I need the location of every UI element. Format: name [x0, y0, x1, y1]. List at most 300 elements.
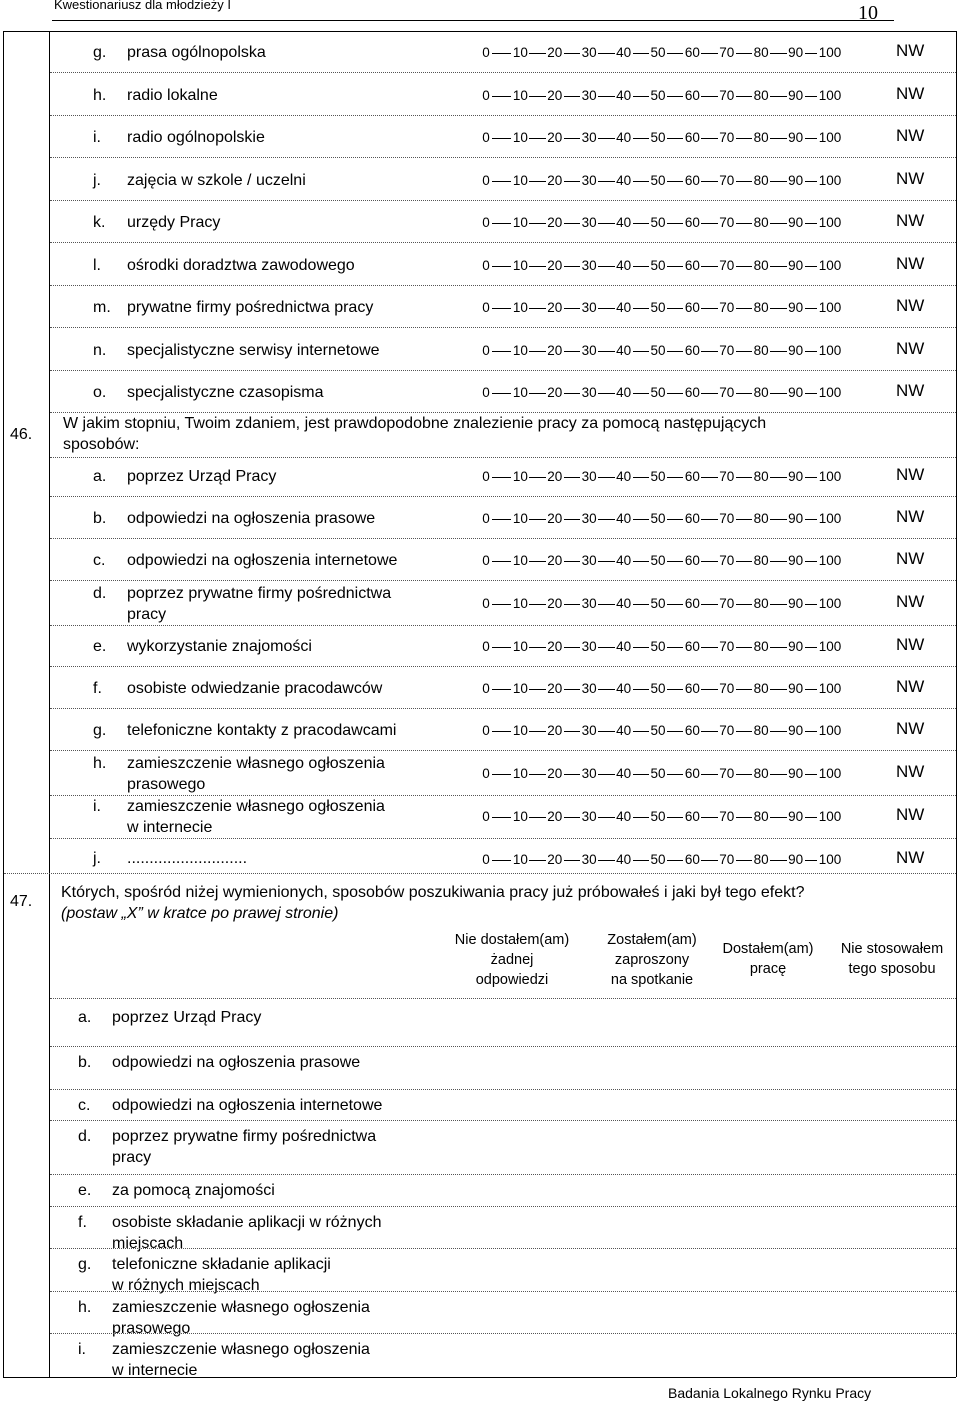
q45-item-scale-value[interactable]: 0: [482, 385, 490, 400]
q47-column-header: zaproszony: [614, 952, 690, 968]
q45-item-scale-connector: [598, 96, 614, 97]
q45-item-scale-value[interactable]: 90: [788, 173, 804, 188]
q46-item-scale-connector: [805, 604, 817, 605]
q46-item-scale-value[interactable]: 10: [512, 766, 528, 781]
q45-item-nw-option[interactable]: NW: [896, 254, 925, 273]
q46-item-scale-value[interactable]: 30: [581, 553, 597, 568]
q46-item-scale-value[interactable]: 20: [547, 723, 563, 738]
q46-item-scale-value[interactable]: 70: [719, 723, 735, 738]
q46-item-scale-value[interactable]: 40: [616, 766, 632, 781]
q45-item-nw-option[interactable]: NW: [896, 169, 925, 188]
q46-item-label: odpowiedzi na ogłoszenia prasowe: [127, 510, 376, 527]
q45-item-nw-option[interactable]: NW: [896, 381, 925, 400]
q46-item-scale-value[interactable]: 90: [788, 723, 804, 738]
q46-item-scale-value[interactable]: 40: [616, 596, 632, 611]
q45-item-scale-value[interactable]: 90: [788, 300, 804, 315]
q46-item-scale-value[interactable]: 40: [616, 852, 632, 867]
q45-item-scale-value[interactable]: 60: [684, 130, 700, 145]
q45-item-scale-value[interactable]: 100: [818, 300, 842, 315]
q46-item-scale-value[interactable]: 80: [753, 681, 769, 696]
q45-item-scale-value[interactable]: 40: [616, 300, 632, 315]
q46-item-scale-value[interactable]: 40: [616, 681, 632, 696]
q45-item-scale-value[interactable]: 100: [818, 258, 842, 273]
q45-item-scale-value[interactable]: 30: [581, 130, 597, 145]
q45-item-scale-value[interactable]: 10: [512, 130, 528, 145]
q46-item-scale-value[interactable]: 70: [719, 766, 735, 781]
q45-item-scale: [482, 128, 842, 148]
q45-item-scale-value[interactable]: 0: [482, 45, 490, 60]
q46-item-scale-value[interactable]: 10: [512, 469, 528, 484]
q46-item-scale-connector: [667, 689, 683, 690]
q45-item-scale-value[interactable]: 40: [616, 343, 632, 358]
q45-item-scale-value[interactable]: 20: [547, 215, 563, 230]
q46-item-scale-value[interactable]: 80: [753, 723, 769, 738]
q46-item-scale-value[interactable]: 30: [581, 681, 597, 696]
q46-item-scale-connector: [770, 477, 786, 478]
q45-item-letter: g.: [93, 44, 107, 61]
q45-item-scale-value[interactable]: 100: [818, 45, 842, 60]
q46-item-scale-value[interactable]: 0: [482, 681, 490, 696]
q46-item-scale-value[interactable]: 60: [684, 809, 700, 824]
q45-item-scale-value[interactable]: 60: [684, 215, 700, 230]
q45-item-scale-value[interactable]: 50: [650, 88, 666, 103]
q46-item-scale-value[interactable]: 30: [581, 809, 597, 824]
q46-item-scale-value[interactable]: 30: [581, 596, 597, 611]
q45-item-scale-connector: [564, 308, 580, 309]
q46-item-scale-connector: [701, 604, 717, 605]
q46-item-scale-value[interactable]: 80: [753, 766, 769, 781]
q46-item-scale-value[interactable]: 30: [581, 469, 597, 484]
q46-item-scale-value[interactable]: 70: [719, 553, 735, 568]
q46-item-nw-option[interactable]: NW: [896, 465, 925, 484]
q45-item-scale-value[interactable]: 80: [753, 45, 769, 60]
q45-item-scale-connector: [667, 138, 683, 139]
q45-item-scale-value[interactable]: 30: [581, 88, 597, 103]
q47-item-letter: d.: [78, 1128, 92, 1145]
q46-number: 46.: [10, 426, 33, 443]
q46-item-scale-value[interactable]: 70: [719, 681, 735, 696]
q46-item-scale-value[interactable]: 70: [719, 809, 735, 824]
q45-item-scale-value[interactable]: 100: [818, 343, 842, 358]
q46-item-scale-connector: [805, 817, 817, 818]
q45-item-scale-value[interactable]: 80: [753, 215, 769, 230]
q45-item-scale-value[interactable]: 90: [788, 385, 804, 400]
q45-item-letter: h.: [93, 87, 107, 104]
q45-item-scale-value[interactable]: 70: [719, 385, 735, 400]
q46-item-scale-value[interactable]: 100: [818, 639, 842, 654]
q45-item-scale-connector: [529, 138, 545, 139]
q45-item-scale-value[interactable]: 0: [482, 300, 490, 315]
q46-item-scale-connector: [492, 561, 511, 562]
q46-item-scale-value[interactable]: 70: [719, 596, 735, 611]
q46-item-scale-value[interactable]: 60: [684, 639, 700, 654]
q46-item-nw-option[interactable]: NW: [896, 507, 925, 526]
q45-item-scale-connector: [598, 138, 614, 139]
q45-item-scale-value[interactable]: 40: [616, 258, 632, 273]
q46-item-scale-value[interactable]: 90: [788, 852, 804, 867]
q46-item-scale-value[interactable]: 90: [788, 469, 804, 484]
q46-item-scale-value[interactable]: 90: [788, 596, 804, 611]
q46-item-scale-value[interactable]: 10: [512, 596, 528, 611]
q45-item-scale-value[interactable]: 0: [482, 343, 490, 358]
q45-item-scale-value[interactable]: 80: [753, 300, 769, 315]
q46-item-scale-value[interactable]: 60: [684, 766, 700, 781]
q46-item-scale-connector: [633, 647, 649, 648]
q45-item-scale-value[interactable]: 10: [512, 45, 528, 60]
q46-item-scale-value[interactable]: 100: [818, 723, 842, 738]
q45-row-divider: [50, 370, 956, 371]
q45-item-label: prywatne firmy pośrednictwa pracy: [127, 299, 374, 316]
q47-header-divider: [50, 998, 956, 999]
q46-question-line1: W jakim stopniu, Twoim zdaniem, jest prawdopodobne znalezienie pracy za pomocą następujących: [63, 415, 767, 432]
q45-item-scale-value[interactable]: 0: [482, 258, 490, 273]
q45-item-scale-value[interactable]: 30: [581, 45, 597, 60]
q45-item-scale-value[interactable]: 90: [788, 258, 804, 273]
q45-item-scale-connector: [564, 138, 580, 139]
q46-item-scale-value[interactable]: 60: [684, 852, 700, 867]
q45-item-scale-connector: [529, 393, 545, 394]
q46-item-nw-option[interactable]: NW: [896, 762, 925, 781]
q45-item-scale-value[interactable]: 40: [616, 215, 632, 230]
q46-item-scale-value[interactable]: 40: [616, 511, 632, 526]
q46-item-scale-value[interactable]: 0: [482, 469, 490, 484]
q45-item-scale-value[interactable]: 30: [581, 343, 597, 358]
q46-item-scale-value[interactable]: 80: [753, 469, 769, 484]
q46-item-scale-connector: [701, 817, 717, 818]
q46-item-scale-value[interactable]: 20: [547, 852, 563, 867]
q45-item-scale-value[interactable]: 100: [818, 215, 842, 230]
q45-item-scale-connector: [492, 53, 511, 54]
q46-item-scale-value[interactable]: 90: [788, 553, 804, 568]
q46-item-scale-value[interactable]: 90: [788, 639, 804, 654]
q45-item-scale-connector: [633, 223, 649, 224]
q46-item-scale-value[interactable]: 10: [512, 809, 528, 824]
q46-item-nw-option[interactable]: NW: [896, 635, 925, 654]
q46-item-scale-value[interactable]: 100: [818, 852, 842, 867]
q46-item-scale-value[interactable]: 50: [650, 766, 666, 781]
q46-item-scale-value[interactable]: 30: [581, 511, 597, 526]
q45-item-scale-connector: [770, 223, 786, 224]
q46-item-scale-value[interactable]: 20: [547, 809, 563, 824]
q47-item-label: osobiste składanie aplikacji w różnych: [112, 1214, 382, 1231]
q46-item-nw-option[interactable]: NW: [896, 549, 925, 568]
q47-column-header: pracę: [749, 961, 787, 977]
q46-item-scale-value[interactable]: 40: [616, 469, 632, 484]
q46-item-scale-value[interactable]: 60: [684, 596, 700, 611]
q46-item-scale-value[interactable]: 80: [753, 852, 769, 867]
q46-item-label: zamieszczenie własnego ogłoszenia: [127, 755, 385, 772]
q46-item-scale-value[interactable]: 80: [753, 809, 769, 824]
q46-item-scale-value[interactable]: 50: [650, 681, 666, 696]
q45-item-scale-value[interactable]: 20: [547, 88, 563, 103]
q45-item-scale-value[interactable]: 40: [616, 45, 632, 60]
document-title: Kwestionariusz dla młodzieży I: [54, 0, 232, 12]
q46-item-scale-value[interactable]: 0: [482, 852, 490, 867]
q45-item-scale-value[interactable]: 60: [684, 258, 700, 273]
q45-item-scale-connector: [492, 138, 511, 139]
q45-item-scale-value[interactable]: 10: [512, 343, 528, 358]
q46-item-nw-option[interactable]: NW: [896, 848, 925, 867]
q45-item-scale-value[interactable]: 50: [650, 300, 666, 315]
q46-item-nw-option[interactable]: NW: [896, 719, 925, 738]
q45-item-scale-value[interactable]: 10: [512, 88, 528, 103]
q45-item-label: zajęcia w szkole / uczelni: [127, 172, 306, 189]
q47-section-divider: [4, 873, 956, 874]
q46-item-scale-connector: [667, 860, 683, 861]
q45-item-scale-value[interactable]: 50: [650, 385, 666, 400]
q45-item-scale-connector: [598, 223, 614, 224]
q46-item-scale-value[interactable]: 70: [719, 469, 735, 484]
q45-item-scale-value[interactable]: 10: [512, 385, 528, 400]
q45-item-scale-value[interactable]: 10: [512, 173, 528, 188]
q45-item-scale-value[interactable]: 60: [684, 88, 700, 103]
q45-item-scale-value[interactable]: 30: [581, 385, 597, 400]
q45-item-scale-value[interactable]: 60: [684, 300, 700, 315]
q46-item-scale-value[interactable]: 40: [616, 553, 632, 568]
q47-item-letter: b.: [78, 1054, 92, 1071]
q45-item-scale-value[interactable]: 30: [581, 215, 597, 230]
q46-item-scale-value[interactable]: 20: [547, 553, 563, 568]
q46-item-scale-value[interactable]: 70: [719, 852, 735, 867]
q46-item-scale-value[interactable]: 0: [482, 766, 490, 781]
q45-item-nw-option[interactable]: NW: [896, 211, 925, 230]
q45-item-scale-value[interactable]: 90: [788, 130, 804, 145]
q46-item-nw-option[interactable]: NW: [896, 677, 925, 696]
q45-item-scale-connector: [736, 351, 752, 352]
q46-item-scale-value[interactable]: 50: [650, 723, 666, 738]
q45-item-scale-value[interactable]: 70: [719, 88, 735, 103]
q46-item-scale-value[interactable]: 40: [616, 639, 632, 654]
q45-item-scale-value[interactable]: 20: [547, 300, 563, 315]
q46-item-scale-value[interactable]: 80: [753, 596, 769, 611]
q45-item-scale-value[interactable]: 60: [684, 45, 700, 60]
q46-item-scale-connector: [805, 731, 817, 732]
q45-item-scale-value[interactable]: 10: [512, 258, 528, 273]
q46-item-scale-value[interactable]: 0: [482, 723, 490, 738]
q46-item-scale-value[interactable]: 0: [482, 553, 490, 568]
q45-item-scale-value[interactable]: 20: [547, 343, 563, 358]
q45-item-scale-value[interactable]: 80: [753, 88, 769, 103]
q46-item-scale-value[interactable]: 70: [719, 639, 735, 654]
q46-item-scale-value[interactable]: 20: [547, 596, 563, 611]
q45-item-scale-value[interactable]: 90: [788, 343, 804, 358]
q46-item-scale-value[interactable]: 10: [512, 553, 528, 568]
q45-item-nw-option[interactable]: NW: [896, 126, 925, 145]
q46-item-scale-value[interactable]: 40: [616, 723, 632, 738]
q46-item-scale-value[interactable]: 30: [581, 852, 597, 867]
q46-item-scale-value[interactable]: 10: [512, 639, 528, 654]
q45-item-scale-value[interactable]: 90: [788, 45, 804, 60]
q46-item-scale-value[interactable]: 0: [482, 639, 490, 654]
q45-item-scale-value[interactable]: 70: [719, 45, 735, 60]
q45-item-scale-value[interactable]: 80: [753, 258, 769, 273]
q46-item-scale-value[interactable]: 50: [650, 596, 666, 611]
q46-item-scale-value[interactable]: 80: [753, 511, 769, 526]
q45-item-scale-value[interactable]: 100: [818, 130, 842, 145]
q45-item-scale-value[interactable]: 70: [719, 215, 735, 230]
q46-row-divider: [50, 580, 956, 581]
q45-item-scale-value[interactable]: 0: [482, 215, 490, 230]
q46-item-scale-value[interactable]: 10: [512, 511, 528, 526]
q45-item-scale-value[interactable]: 10: [512, 215, 528, 230]
q45-item-scale-connector: [492, 351, 511, 352]
q46-item-scale-value[interactable]: 20: [547, 766, 563, 781]
q45-item-scale-connector: [770, 138, 786, 139]
q46-item-scale-value[interactable]: 20: [547, 469, 563, 484]
q46-item-scale-value[interactable]: 100: [818, 766, 842, 781]
q46-item-scale-value[interactable]: 70: [719, 511, 735, 526]
q45-item-scale-value[interactable]: 20: [547, 258, 563, 273]
q45-item-scale-value[interactable]: 90: [788, 215, 804, 230]
q45-item-scale-connector: [633, 181, 649, 182]
q45-item-scale-value[interactable]: 30: [581, 258, 597, 273]
q46-item-scale-value[interactable]: 90: [788, 511, 804, 526]
q45-item-scale-value[interactable]: 60: [684, 385, 700, 400]
q46-item-scale-value[interactable]: 100: [818, 681, 842, 696]
q46-item-scale-value[interactable]: 50: [650, 553, 666, 568]
q46-item-scale-value[interactable]: 80: [753, 553, 769, 568]
q45-item-scale-connector: [736, 181, 752, 182]
q46-item-scale-value[interactable]: 80: [753, 639, 769, 654]
q45-item-scale-connector: [701, 138, 717, 139]
table-border-right: [956, 31, 957, 1377]
q45-item-scale-value[interactable]: 90: [788, 88, 804, 103]
q46-item-scale-value[interactable]: 30: [581, 723, 597, 738]
q46-item-scale-value[interactable]: 30: [581, 639, 597, 654]
q45-item-scale-value[interactable]: 80: [753, 173, 769, 188]
q45-item-scale-value[interactable]: 100: [818, 173, 842, 188]
q46-item-scale-connector: [529, 689, 545, 690]
q46-item-scale-value[interactable]: 20: [547, 681, 563, 696]
q45-item-scale-value[interactable]: 60: [684, 173, 700, 188]
q46-item-scale-value[interactable]: 10: [512, 681, 528, 696]
q45-item-scale-value[interactable]: 70: [719, 343, 735, 358]
q45-item-scale-value[interactable]: 40: [616, 130, 632, 145]
q45-item-scale-value[interactable]: 50: [650, 173, 666, 188]
q46-item-scale-value[interactable]: 90: [788, 809, 804, 824]
q46-item-scale-value[interactable]: 90: [788, 681, 804, 696]
q46-item-scale-value[interactable]: 100: [818, 809, 842, 824]
q45-item-letter: j.: [93, 172, 101, 189]
q46-item-scale-value[interactable]: 50: [650, 511, 666, 526]
q47-row-divider: [50, 1046, 956, 1047]
q45-item-scale-connector: [805, 181, 817, 182]
q45-item-scale-value[interactable]: 50: [650, 215, 666, 230]
q45-item-letter: n.: [93, 342, 107, 359]
q45-item-scale-value[interactable]: 30: [581, 300, 597, 315]
q45-item-scale-value[interactable]: 10: [512, 300, 528, 315]
q46-item-scale-value[interactable]: 60: [684, 469, 700, 484]
q47-number: 47.: [10, 893, 33, 910]
q45-item-scale: [482, 43, 842, 63]
q45-item-scale-connector: [667, 351, 683, 352]
q45-item-scale-connector: [564, 96, 580, 97]
q45-item-scale-connector: [805, 266, 817, 267]
q45-item-scale-value[interactable]: 0: [482, 88, 490, 103]
q46-item-scale-connector: [667, 477, 683, 478]
q46-item-scale-connector: [598, 689, 614, 690]
q45-item-scale-value[interactable]: 50: [650, 45, 666, 60]
q46-item-scale-value[interactable]: 40: [616, 809, 632, 824]
q45-item-scale-value[interactable]: 70: [719, 300, 735, 315]
q46-item-scale-value[interactable]: 100: [818, 553, 842, 568]
q45-item-scale-value[interactable]: 40: [616, 88, 632, 103]
q46-item-scale-value[interactable]: 60: [684, 553, 700, 568]
q46-item-scale-connector: [529, 647, 545, 648]
q45-item-scale-value[interactable]: 80: [753, 130, 769, 145]
q46-item-scale-value[interactable]: 50: [650, 639, 666, 654]
q45-item-scale-connector: [564, 223, 580, 224]
q45-item-scale-value[interactable]: 50: [650, 343, 666, 358]
q46-item-scale-connector: [598, 477, 614, 478]
q46-item-scale-value[interactable]: 0: [482, 596, 490, 611]
q46-item-scale-value[interactable]: 60: [684, 723, 700, 738]
q45-item-scale-value[interactable]: 20: [547, 173, 563, 188]
q45-item-scale-value[interactable]: 70: [719, 130, 735, 145]
q46-item-scale-value[interactable]: 100: [818, 511, 842, 526]
q46-item-scale-value[interactable]: 50: [650, 809, 666, 824]
q46-item-scale-connector: [598, 860, 614, 861]
q46-item-scale-connector: [770, 731, 786, 732]
q45-item-scale-connector: [564, 53, 580, 54]
q45-item-nw-option[interactable]: NW: [896, 41, 925, 60]
q46-item-scale-value[interactable]: 60: [684, 511, 700, 526]
q45-item-scale-value[interactable]: 0: [482, 130, 490, 145]
q45-row-divider: [50, 200, 956, 201]
q45-item-nw-option[interactable]: NW: [896, 296, 925, 315]
q46-item-scale-value[interactable]: 0: [482, 809, 490, 824]
q46-item-scale-value[interactable]: 20: [547, 511, 563, 526]
q46-item-scale-value[interactable]: 50: [650, 852, 666, 867]
q46-item-scale-value[interactable]: 10: [512, 852, 528, 867]
q46-item-scale-value[interactable]: 30: [581, 766, 597, 781]
q46-item-scale-value[interactable]: 20: [547, 639, 563, 654]
q45-item-scale-value[interactable]: 60: [684, 343, 700, 358]
q45-item-scale-value[interactable]: 0: [482, 173, 490, 188]
q45-item-scale-value[interactable]: 40: [616, 385, 632, 400]
q46-item-scale-connector: [736, 561, 752, 562]
q46-item-nw-option[interactable]: NW: [896, 805, 925, 824]
q47-column-header: żadnej: [490, 952, 534, 968]
q47-item-letter: e.: [78, 1182, 92, 1199]
q46-item-scale-value[interactable]: 60: [684, 681, 700, 696]
q45-item-scale-value[interactable]: 100: [818, 385, 842, 400]
q46-item-nw-option[interactable]: NW: [896, 592, 925, 611]
q45-item-scale-connector: [701, 53, 717, 54]
q45-row-divider: [50, 285, 956, 286]
q45-item-scale-value[interactable]: 50: [650, 130, 666, 145]
q45-item-nw-option[interactable]: NW: [896, 339, 925, 358]
q46-item-scale-value[interactable]: 0: [482, 511, 490, 526]
q45-item-scale-value[interactable]: 50: [650, 258, 666, 273]
q45-item-scale-value[interactable]: 80: [753, 385, 769, 400]
q46-item-scale-value[interactable]: 100: [818, 469, 842, 484]
q46-item-scale-value[interactable]: 100: [818, 596, 842, 611]
q46-item-scale-value[interactable]: 50: [650, 469, 666, 484]
q46-item-scale-value[interactable]: 10: [512, 723, 528, 738]
q45-item-scale-value[interactable]: 100: [818, 88, 842, 103]
q45-item-scale-value[interactable]: 20: [547, 130, 563, 145]
q45-item-scale-value[interactable]: 80: [753, 343, 769, 358]
q45-item-scale-value[interactable]: 20: [547, 45, 563, 60]
q45-item-scale-value[interactable]: 40: [616, 173, 632, 188]
q45-item-scale-value[interactable]: 20: [547, 385, 563, 400]
q45-item-scale-value[interactable]: 70: [719, 173, 735, 188]
q45-item-nw-option[interactable]: NW: [896, 84, 925, 103]
q45-item-scale-value[interactable]: 30: [581, 173, 597, 188]
q46-item-scale-value[interactable]: 90: [788, 766, 804, 781]
q45-item-scale-value[interactable]: 70: [719, 258, 735, 273]
